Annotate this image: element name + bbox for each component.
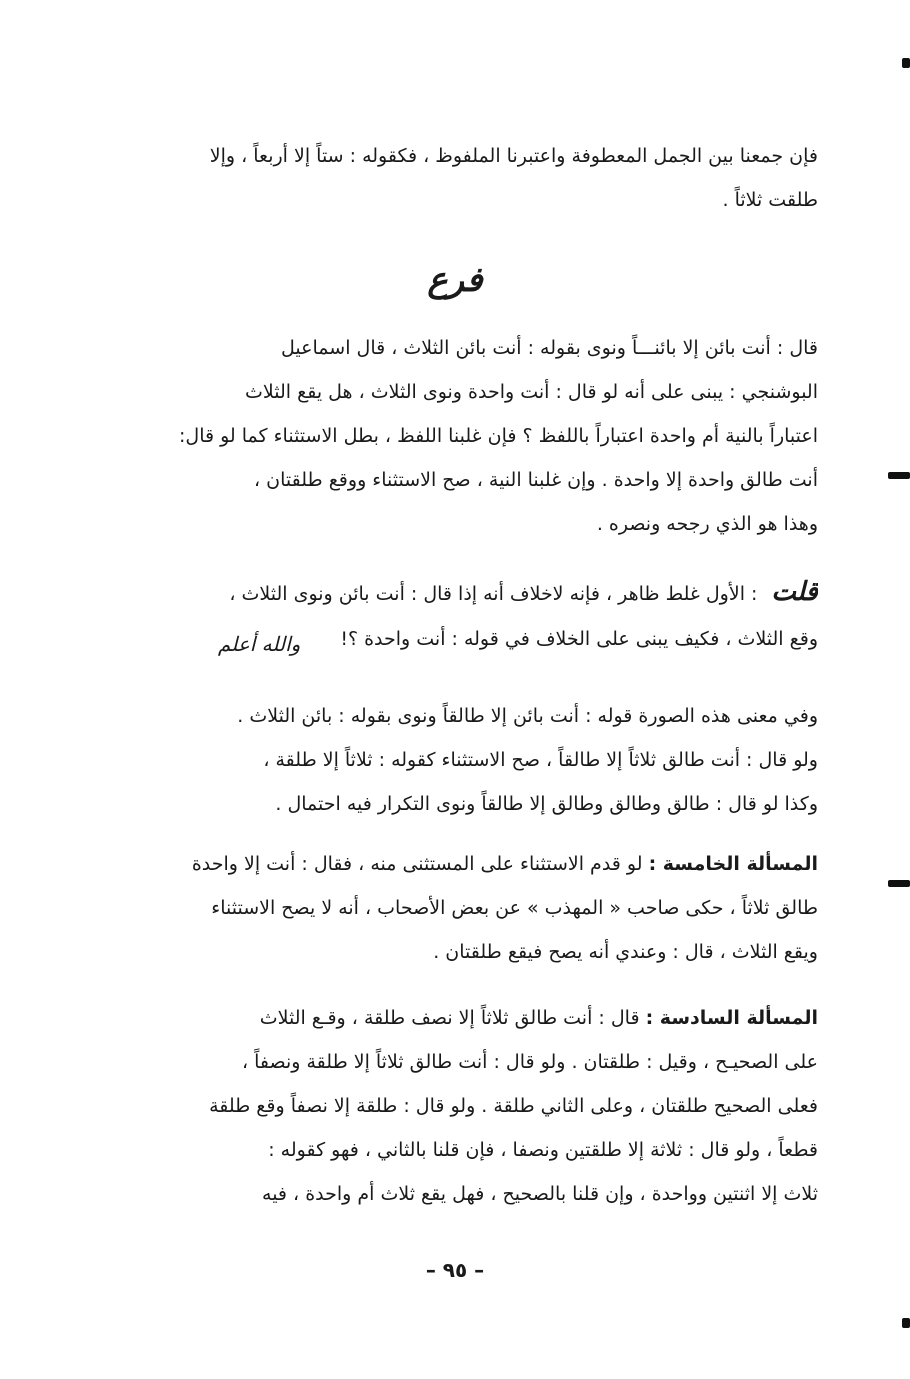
scan-edge-mark bbox=[902, 58, 910, 68]
page-number: – ٩٥ – bbox=[425, 1258, 485, 1282]
section-heading: فرع bbox=[427, 260, 483, 300]
scan-edge-mark bbox=[888, 880, 910, 887]
text-line bbox=[100, 996, 818, 1040]
issue-text: قال : أنت طالق ثلاثاً إلا نصف طلقة ، وقـع الثلاث bbox=[259, 1007, 640, 1029]
text-line: ثلاث إلا اثنتين وواحدة ، وإن قلنا بالصحيح ، فهل يقع ثلاث أم واحدة ، فيه bbox=[262, 1183, 818, 1205]
text-line: وفي معنى هذه الصورة قوله : أنت بائن إلا طالقاً ونوى بقوله : بائن الثلاث . bbox=[237, 705, 818, 727]
text-line: البوشنجي : يبنى على أنه لو قال : أنت واحدة ونوى الثلاث ، هل يقع الثلاث bbox=[245, 381, 818, 403]
text-line: وكذا لو قال : طالق وطالق وطالق إلا طالقاً ونوى التكرار فيه احتمال . bbox=[275, 793, 818, 815]
text-line: فعلى الصحيح طلقتان ، وعلى الثاني طلقة . ولو قال : طلقة إلا نصفاً وقع طلقة bbox=[209, 1095, 818, 1117]
text-line bbox=[100, 616, 818, 661]
text-line: وهذا هو الذي رجحه ونصره . bbox=[596, 513, 818, 535]
paragraph-similar-case bbox=[100, 694, 818, 826]
signoff-wallahu-alam: والله أعلم bbox=[217, 632, 301, 656]
qultu-label: قلت bbox=[771, 577, 818, 607]
text-line: قطعاً ، ولو قال : ثلاثة إلا طلقتين ونصفا ، فإن قلنا بالثاني ، فهو كقوله : bbox=[268, 1139, 818, 1161]
qultu-text: : الأول غلط ظاهر ، فإنه لاخلاف أنه إذا قال : أنت بائن ونوى الثلاث ، bbox=[229, 583, 758, 605]
text-line bbox=[100, 842, 818, 886]
paragraph-qultu bbox=[100, 570, 818, 661]
text-line bbox=[100, 570, 818, 616]
issue-text: لو قدم الاستثناء على المستثنى منه ، فقال : أنت إلا واحدة bbox=[191, 853, 643, 875]
text-line: طالق ثلاثاً ، حكى صاحب « المهذب » عن بعض الأصحاب ، أنه لا يصح الاستثناء bbox=[211, 897, 818, 919]
paragraph-continuation bbox=[100, 134, 818, 222]
issue-label: المسألة السادسة : bbox=[645, 1007, 818, 1029]
text-line: على الصحيـح ، وقيل : طلقتان . ولو قال : أنت طالق ثلاثاً إلا طلقة ونصفاً ، bbox=[241, 1051, 818, 1073]
text-line: أنت طالق واحدة إلا واحدة . وإن غلبنا النية ، صح الاستثناء ووقع طلقتان ، bbox=[253, 469, 818, 491]
text-line: ولو قال : أنت طالق ثلاثاً إلا طالقاً ، صح الاستثناء كقوله : ثلاثاً إلا طلقة ، bbox=[263, 749, 818, 771]
text-line: ويقع الثلاث ، قال : وعندي أنه يصح فيقع طلقتان . bbox=[433, 941, 818, 963]
scan-edge-mark bbox=[888, 472, 910, 479]
paragraph-far bbox=[100, 326, 818, 546]
paragraph-sixth-issue bbox=[100, 996, 818, 1216]
text-line: طلقت ثلاثاً . bbox=[722, 189, 818, 211]
text-line: فإن جمعنا بين الجمل المعطوفة واعتبرنا الملفوظ ، فكقوله : ستاً إلا أربعاً ، وإلا bbox=[209, 145, 818, 167]
issue-label: المسألة الخامسة : bbox=[648, 853, 818, 875]
text-line: قال : أنت بائن إلا بائنـــاً ونوى بقوله : أنت بائن الثلاث ، قال اسماعيل bbox=[281, 337, 818, 359]
paragraph-fifth-issue bbox=[100, 842, 818, 974]
text-line: اعتباراً بالنية أم واحدة اعتباراً باللفظ ؟ فإن غلبنا اللفظ ، بطل الاستثناء كما لو قال: bbox=[179, 425, 818, 447]
scan-edge-mark bbox=[902, 1318, 910, 1328]
qultu-text-2: وقع الثلاث ، فكيف يبنى على الخلاف في قوله : أنت واحدة ؟! bbox=[340, 628, 818, 650]
